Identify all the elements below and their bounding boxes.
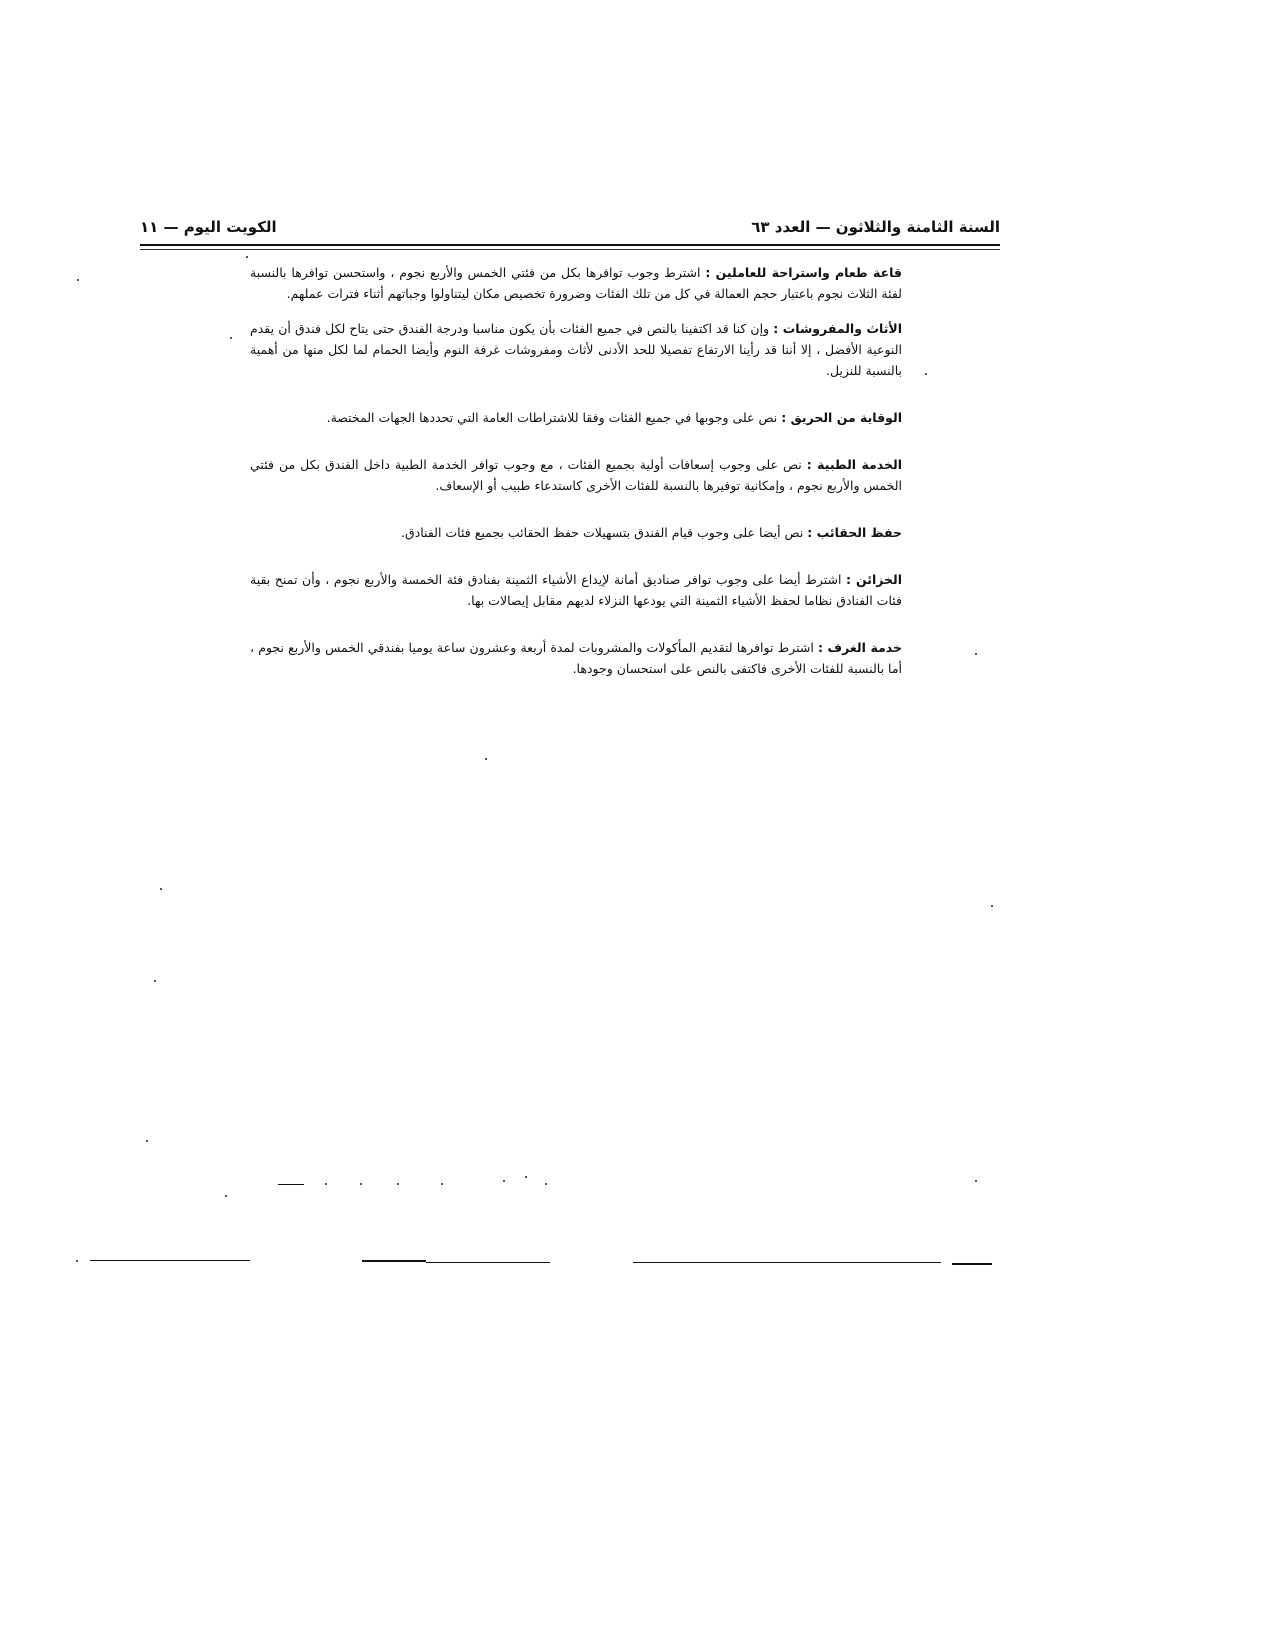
header-rule <box>140 244 1000 246</box>
scan-speck <box>246 256 248 258</box>
scan-speck <box>975 653 977 655</box>
paragraph-heading: الوقاية من الحريق : <box>781 410 902 425</box>
paragraph <box>250 569 902 611</box>
paragraph-text: نص على وجوبها في جميع الفئات وفقا للاشتراطات العامة التي تحددها الجهات المختصة. <box>326 410 782 425</box>
scan-speck <box>160 888 162 890</box>
scan-speck <box>925 373 927 375</box>
scan-speck <box>146 1140 148 1142</box>
scan-speck <box>230 337 232 339</box>
scan-speck <box>76 1260 78 1262</box>
paragraph-heading: خدمة الغرف : <box>818 640 902 655</box>
scan-speck <box>975 1180 977 1182</box>
paragraph-text: وإن كنا قد اكتفينا بالنص في جميع الفئات بأن يكون مناسبا ودرجة الفندق حتى يتاح لكل فندق أن يقدم النوعية الأفضل ، إلا أننا قد رأينا الارتفاع تفصيلا للحد الأدنى لأثاث ومفروشات غرفة النوم وأيضا الحمام لما لكل منها من أهمية بالنسبة للنزيل. <box>250 321 902 378</box>
scan-speck <box>77 279 79 281</box>
scan-speck <box>397 1183 399 1185</box>
page-header <box>140 218 1000 246</box>
scan-rule <box>633 1262 941 1263</box>
paragraph <box>250 522 902 543</box>
paragraph-heading: حفظ الحقائب : <box>807 525 902 540</box>
paragraph <box>250 318 902 381</box>
paragraph-heading: الأثاث والمفروشات : <box>773 321 902 336</box>
header-rule-thin <box>140 249 1000 250</box>
paragraph-text: اشترط وجوب توافرها بكل من فئتي الخمس والأربع نجوم ، واستحسن توافرها بالنسبة لفئة الثلاث نجوم باعتبار حجم العمالة في كل من تلك الفئات وضرورة تخصيص مكان ليتناولوا وجباتهم أثناء فترات عملهم. <box>250 265 902 301</box>
scan-speck <box>441 1183 443 1185</box>
paragraph-text: نص على وجوب إسعافات أولية بجميع الفئات ، مع وجوب توافر الخدمة الطبية داخل الفندق بكل من فئتي الخمس والأربع نجوم ، وإمكانية توفيرها بالنسبة للفئات الأخرى كاستدعاء طبيب أو الإسعاف. <box>250 457 902 493</box>
scan-rule <box>952 1263 992 1265</box>
paragraph-heading: الخدمة الطبية : <box>806 457 902 472</box>
paragraph-text: نص أيضا على وجوب قيام الفندق بتسهيلات حفظ الحقائب بجميع فئات الفنادق. <box>401 525 808 540</box>
scan-rule <box>362 1260 426 1262</box>
page-number: الكويت اليوم — ١١ <box>140 218 277 236</box>
paragraph-heading: قاعة طعام واستراحة للعاملين : <box>705 265 902 280</box>
scan-speck <box>545 1183 547 1185</box>
scan-speck <box>225 1195 227 1197</box>
scan-rule <box>90 1260 250 1261</box>
scan-speck <box>325 1183 327 1185</box>
paragraph <box>250 262 902 304</box>
scan-speck <box>503 1180 505 1182</box>
scan-speck <box>485 758 487 760</box>
paragraph-text: اشترط توافرها لتقديم المأكولات والمشروبات لمدة أربعة وعشرون ساعة يوميا بفندقي الخمس والأربع نجوم ، أما بالنسبة للفئات الأخرى فاكتفى بالنص على استحسان وجودها. <box>250 640 902 676</box>
scan-speck <box>991 905 993 907</box>
article-body <box>250 262 902 705</box>
scan-mark <box>278 1184 304 1185</box>
scan-speck <box>360 1183 362 1185</box>
scan-speck <box>525 1176 527 1178</box>
scan-rule <box>426 1262 550 1263</box>
paragraph-text: اشترط أيضا على وجوب توافر صناديق أمانة لإيداع الأشياء الثمينة بفنادق فئة الخمسة والأربع نجوم ، وأن تمنح بقية فئات الفنادق نظاما لحفظ الأشياء الثمينة التي يودعها النزلاء لديهم مقابل إيصالات بها. <box>250 572 902 608</box>
paragraph-heading: الخزائن : <box>846 572 902 587</box>
paragraph <box>250 407 902 428</box>
paragraph <box>250 454 902 496</box>
issue-info: السنة الثامنة والثلاثون — العدد ٦٣ <box>751 218 1000 236</box>
paragraph <box>250 637 902 679</box>
scan-speck <box>154 980 156 982</box>
